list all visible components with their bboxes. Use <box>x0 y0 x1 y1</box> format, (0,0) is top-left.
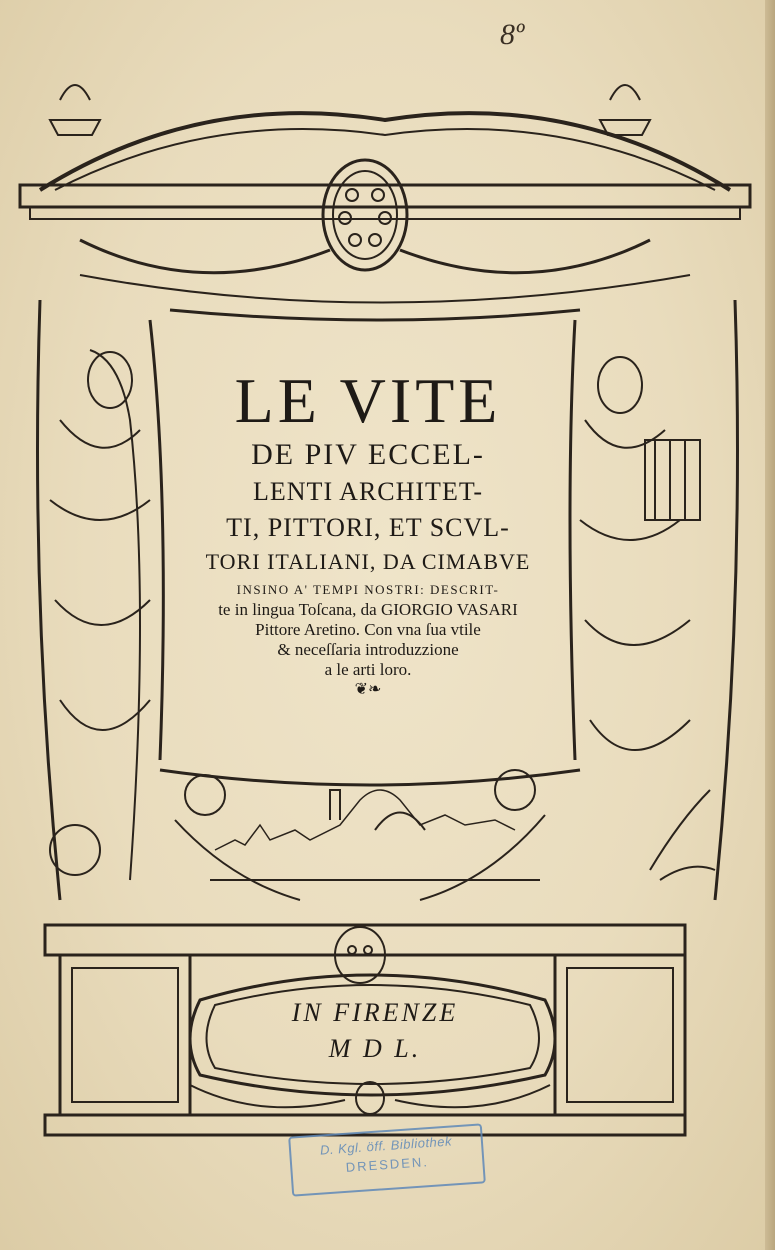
title-line-1: LE VITE <box>234 365 502 436</box>
title-line-5: TORI ITALIANI, DA CIMABVE <box>205 549 531 574</box>
title-line-10: a le arti loro. <box>324 660 412 679</box>
title-line-3: LENTI ARCHITET- <box>253 477 483 506</box>
title-line-8: Pittore Aretino. Con vna ſua vtile <box>255 620 481 639</box>
title-line-9: & neceſſaria introduzzione <box>277 640 459 659</box>
stamp-line-1: D. Kgl. öff. Bibliothek <box>319 1133 453 1158</box>
title-line-4: TI, PITTORI, ET SCVL- <box>226 513 510 542</box>
fleuron-ornament: ❦❧ <box>354 681 382 698</box>
title-line-2: DE PIV ECCEL- <box>251 438 485 471</box>
imprint-year: M D L. <box>328 1034 422 1063</box>
title-line-6: INSINO A' TEMPI NOSTRI: DESCRIT- <box>236 582 500 597</box>
stamp-line-2: DRESDEN. <box>345 1154 430 1175</box>
shelfmark-handwritten: 8º <box>500 18 525 51</box>
title-line-7: te in lingua Toſcana, da GIORGIO VASARI <box>218 600 518 619</box>
title-block <box>168 360 568 720</box>
imprint <box>210 995 540 1067</box>
imprint-place: IN FIRENZE <box>291 998 459 1027</box>
